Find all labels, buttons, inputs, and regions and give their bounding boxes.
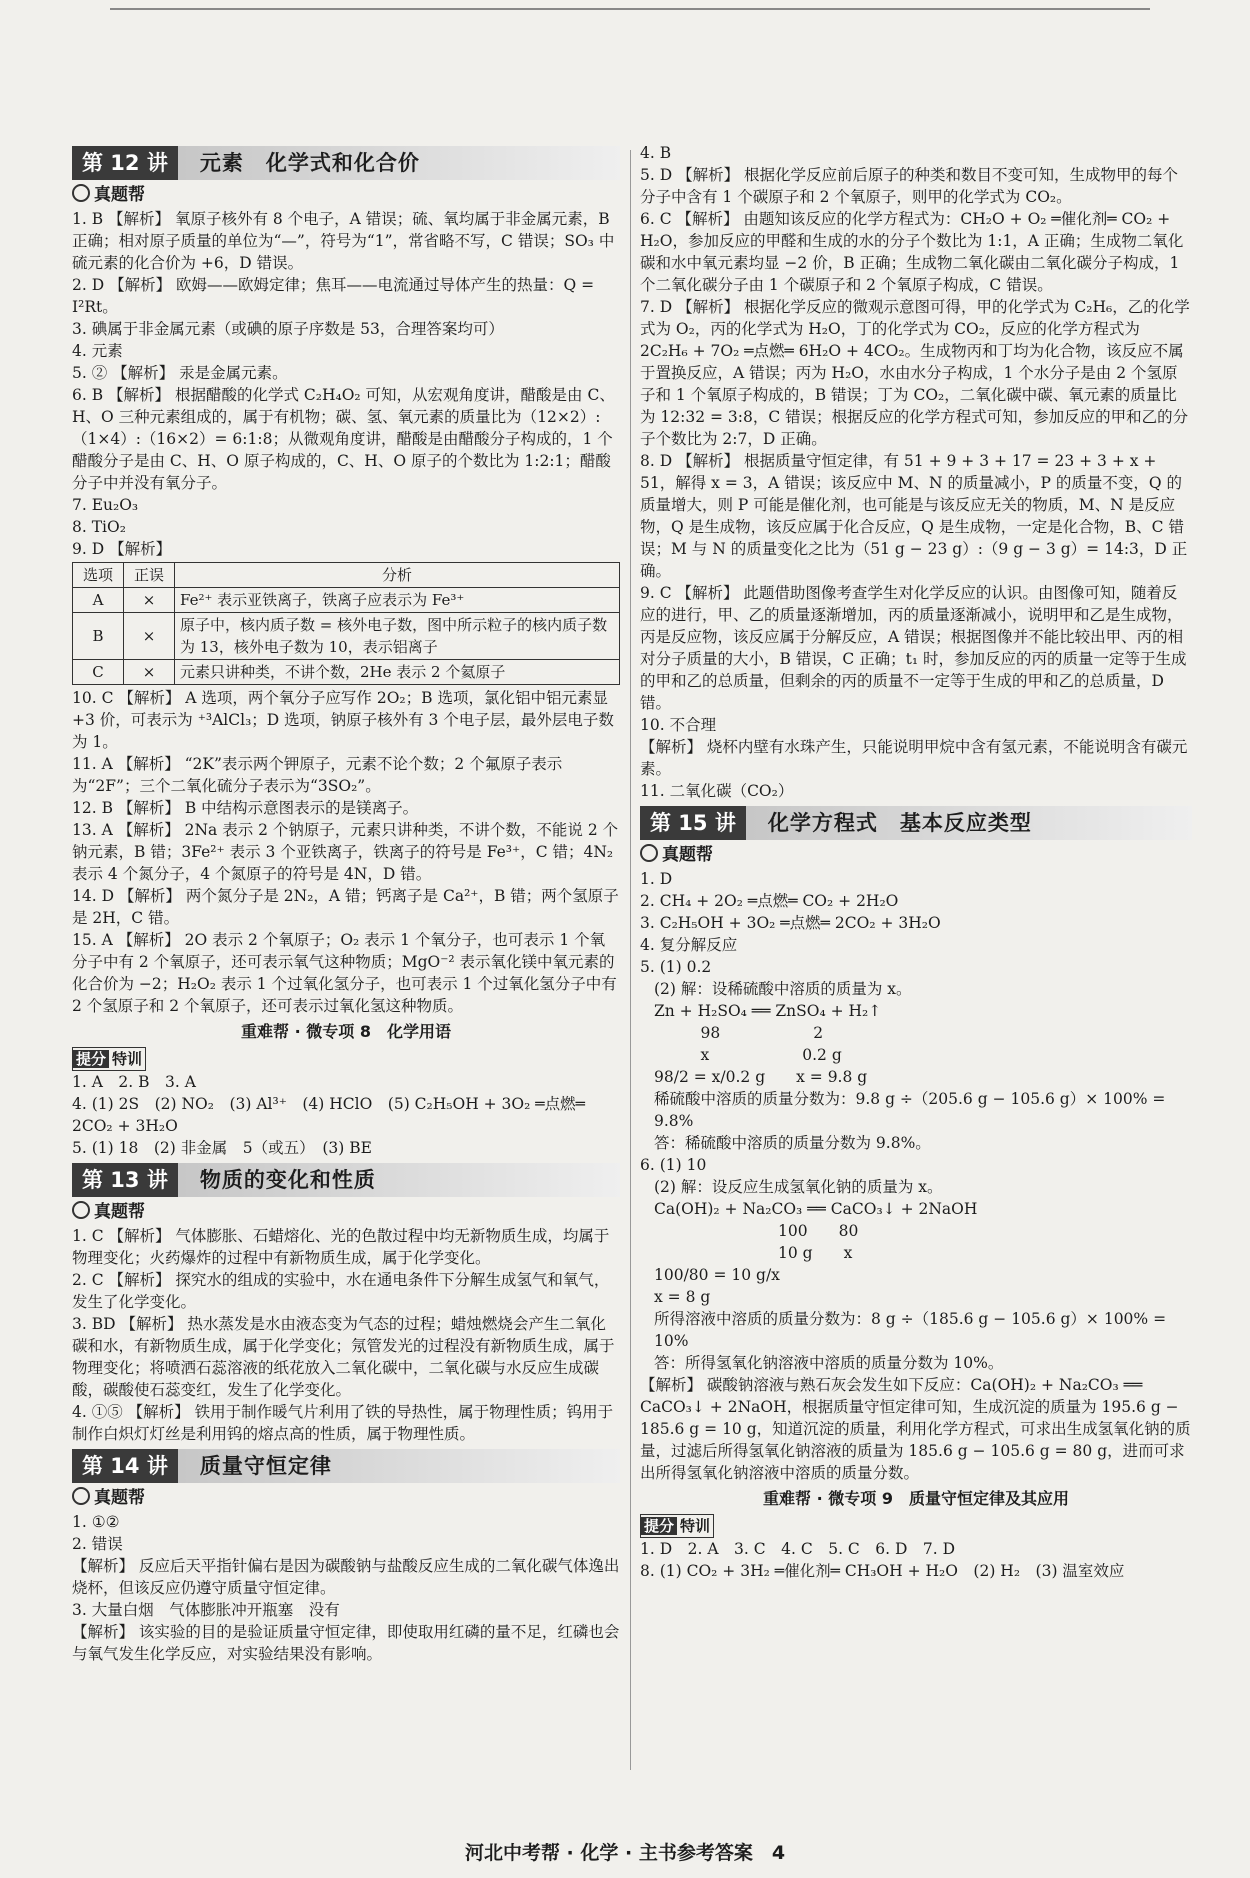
calc-line: 100/80 = 10 g/x xyxy=(654,1266,780,1284)
answer-item: 13. A 【解析】 2Na 表示 2 个钠原子，元素只讲种类，不讲个数，不能说 2 个钠元素，B 错；3Fe²⁺ 表示 3 个亚铁离子，铁离子的符号是 Fe³⁺，C 错；4N₂ 表示 4 个氮分子，4 个氮原子的符号是 4N，D 错。 xyxy=(72,821,619,883)
lesson-title: 质量守恒定律 xyxy=(199,1454,332,1478)
answer-item: 1. D 2. A 3. C 4. C 5. C 6. D 7. D xyxy=(640,1540,956,1558)
analysis-table xyxy=(72,562,620,685)
answer-item: 9. D 【解析】 xyxy=(72,540,172,558)
answer-item: 2. 错误 xyxy=(72,1535,123,1553)
zhentibang-heading xyxy=(72,1487,620,1509)
answer-item: 3. BD 【解析】 热水蒸发是水由液态变为气态的过程；蜡烛燃烧会产生二氧化碳和水，有新物质生成，属于化学变化；氖管发光的过程没有新物质生成，属于物理变化；将喷洒石蕊溶液的纸花放入二氧化碳中，二氧化碳与水反应生成碳酸，碳酸使石蕊变红，发生了化学变化。 xyxy=(72,1315,615,1399)
answer-item: 8. D 【解析】 根据质量守恒定律，有 51 + 9 + 3 + 17 = 23 + 3 + x + 51，解得 x = 3，A 错误；该反应中 M、N 的质量减小，P 的质量不变，Q 的质量增大，则 P 可能是催化剂，也可能是与该反应无关的物质，M、N 是反应物，Q 是生成物，该反应属于化合反应，Q 是生成物，一定是化合物，B、C 错误；M 与 N 的质量变化之比为（51 g − 23 g）:（9 g − 3 g）= 14:3，D 正确。 xyxy=(640,452,1188,580)
tifen-label: 提分 xyxy=(641,1517,677,1535)
table-cell: B xyxy=(73,613,124,660)
calc-line: (2) 解：设稀硫酸中溶质的质量为 x。 xyxy=(654,980,912,998)
zhentibang-heading xyxy=(640,844,1192,866)
micro-topic-8-heading: 重难帮 · 微专项 8 化学用语 xyxy=(241,1022,451,1041)
answer-item: 4. (1) 2S (2) NO₂ (3) Al³⁺ (4) HClO (5) C₂H₅OH + 3O₂ ═点燃═ 2CO₂ + 3H₂O xyxy=(72,1095,585,1135)
answer-item: 14. D 【解析】 两个氮分子是 2N₂，A 错；钙离子是 Ca²⁺，B 错；两个氢原子是 2H，C 错。 xyxy=(72,887,619,927)
answer-item: 8. (1) CO₂ + 3H₂ ═催化剂═ CH₃OH + H₂O (2) H₂ (3) 温室效应 xyxy=(640,1562,1125,1580)
table-cell: Fe²⁺ 表示亚铁离子，铁离子应表示为 Fe³⁺ xyxy=(175,588,620,613)
zhentibang-heading xyxy=(72,1201,620,1223)
page-footer: 河北中考帮 · 化学 · 主书参考答案 4 xyxy=(464,1842,786,1864)
table-header: 选项 xyxy=(73,563,124,588)
answer-item: 4. B xyxy=(640,144,672,162)
answer-item: 10. 不合理 xyxy=(640,716,717,734)
lightbulb-icon xyxy=(72,184,90,202)
lesson-number: 第 15 讲 xyxy=(640,806,746,840)
table-cell: 元素只讲种类，不讲个数，2He 表示 2 个氦原子 xyxy=(175,660,620,685)
answer-item: 11. 二氧化碳（CO₂） xyxy=(640,782,794,800)
calc-line: Zn + H₂SO₄ ══ ZnSO₄ + H₂↑ xyxy=(654,1002,882,1020)
answer-item: 6. B 【解析】 根据醋酸的化学式 C₂H₄O₂ 可知，从宏观角度讲，醋酸是由 C、H、O 三种元素组成的，属于有机物；碳、氢、氧元素的质量比为（12×2）:（1×4）:（16×2）= 6:1:8；从微观角度讲，醋酸是由醋酸分子构成的，1 个醋酸分子是由 C、H、O 原子构成的，C、H、O 原子的个数比为 1:2:1；醋酸分子中并没有氧分子。 xyxy=(72,386,615,492)
calc-line: 98 2 xyxy=(654,1024,824,1042)
answer-item: 3. 大量白烟 气体膨胀冲开瓶塞 没有 xyxy=(72,1601,340,1619)
table-header: 分析 xyxy=(175,563,620,588)
right-column xyxy=(640,142,1192,1582)
answer-item: 5. D 【解析】 根据化学反应前后原子的种类和数目不变可知，生成物甲的每个分子中含有 1 个碳原子和 2 个氧原子，则甲的化学式为 CO₂。 xyxy=(640,166,1178,206)
table-row xyxy=(73,588,620,613)
answer-item: 2. CH₄ + 2O₂ ═点燃═ CO₂ + 2H₂O xyxy=(640,892,899,910)
calc-line: Ca(OH)₂ + Na₂CO₃ ══ CaCO₃↓ + 2NaOH xyxy=(654,1200,978,1218)
table-row xyxy=(73,613,620,660)
answer-item: 5. (1) 18 (2) 非金属 5（或五） (3) BE xyxy=(72,1139,372,1157)
table-cell: × xyxy=(124,588,175,613)
lesson-title: 物质的变化和性质 xyxy=(199,1168,376,1192)
answer-item: 4. ①⑤ 【解析】 铁用于制作暖气片利用了铁的导热性，属于物理性质；钨用于制作白炽灯灯丝是利用钨的熔点高的性质，属于物理性质。 xyxy=(72,1403,614,1443)
left-column xyxy=(72,142,620,1665)
answer-item: 7. Eu₂O₃ xyxy=(72,496,139,514)
answer-item: 4. 元素 xyxy=(72,342,123,360)
lesson-number: 第 14 讲 xyxy=(72,1449,178,1483)
answer-item: 【解析】 该实验的目的是验证质量守恒定律，即使取用红磷的量不足，红磷也会与氧气发生化学反应，对实验结果没有影响。 xyxy=(72,1623,620,1663)
calc-line: 100 80 xyxy=(654,1222,859,1240)
answer-item: 11. A 【解析】 “2K”表示两个钾原子，元素不论个数；2 个氟原子表示为“2F”；三个二氧化硫分子表示为“3SO₂”。 xyxy=(72,755,563,795)
answer-item: 【解析】 烧杯内壁有水珠产生，只能说明甲烷中含有氢元素，不能说明含有碳元素。 xyxy=(640,738,1188,778)
answer-item: 3. 碘属于非金属元素（或碘的原子序数是 53，合理答案均可） xyxy=(72,320,504,338)
tifen-badge xyxy=(640,1514,1192,1538)
calc-line: 答：稀硫酸中溶质的质量分数为 9.8%。 xyxy=(654,1134,931,1152)
calc-line: 10 g x xyxy=(654,1244,853,1262)
micro-topic-9-heading: 重难帮 · 微专项 9 质量守恒定律及其应用 xyxy=(763,1489,1069,1508)
lesson-14-header xyxy=(72,1449,620,1483)
calc-line: 稀硫酸中溶质的质量分数为：9.8 g ÷（205.6 g − 105.6 g）× 100% = 9.8% xyxy=(654,1090,1166,1130)
answer-item: 1. A 2. B 3. A xyxy=(72,1073,196,1091)
answer-item: 2. D 【解析】 欧姆——欧姆定律；焦耳——电流通过导体产生的热量：Q = I²Rt。 xyxy=(72,276,595,316)
calc-line: 98/2 = x/0.2 g x = 9.8 g xyxy=(654,1068,868,1086)
lightbulb-icon xyxy=(72,1487,90,1505)
answer-item: 7. D 【解析】 根据化学反应的微观示意图可得，甲的化学式为 C₂H₆，乙的化学式为 O₂，丙的化学式为 H₂O，丁的化学式为 CO₂，反应的化学方程式为 2C₂H₆ + 7O₂ ═点燃═ 6H₂O + 4CO₂。生成物丙和丁均为化合物，该反应不属于置换反应，A 错误；丙为 H₂O，水由水分子构成，1 个水分子是由 2 个氢原子和 1 个氧原子构成的，B 错误；丁为 CO₂，二氧化碳中碳、氧元素的质量比为 12:32 = 3:8，C 错误；根据反应的化学方程式可知，参加反应的甲和乙的分子个数比为 2:7，D 正确。 xyxy=(640,298,1190,448)
table-header-row xyxy=(73,563,620,588)
answer-item: 15. A 【解析】 2O 表示 2 个氧原子；O₂ 表示 1 个氧分子，也可表示 1 个氧分子中有 2 个氧原子，还可表示氧气这种物质；MgO⁻² 表示氧化镁中氧元素的化合价为 −2；H₂O₂ 表示 1 个过氧化氢分子，也可表示 1 个过氧化氢分子中有 2 个氢原子和 2 个氧原子，还可表示过氧化氢这种物质。 xyxy=(72,931,617,1015)
top-rule xyxy=(110,8,1150,10)
zhentibang-label: 真题帮 xyxy=(662,845,713,865)
answer-item: 3. C₂H₅OH + 3O₂ ═点燃═ 2CO₂ + 3H₂O xyxy=(640,914,941,932)
calc-line: x 0.2 g xyxy=(654,1046,842,1064)
lesson-13-header xyxy=(72,1163,620,1197)
answer-item: 1. B 【解析】 氧原子核外有 8 个电子，A 错误；硫、氧均属于非金属元素，B 正确；相对原子质量的单位为“—”，符号为“1”，常省略不写，C 错误；SO₃ 中硫元素的化合价为 +6，D 错误。 xyxy=(72,210,615,272)
answer-item: 9. C 【解析】 此题借助图像考查学生对化学反应的认识。由图像可知，随着反应的进行，甲、乙的质量逐渐增加，丙的质量逐渐减小，说明甲和乙是生成物，丙是反应物，该反应属于分解反应，A 错误；根据图像并不能比较出甲、丙的相对分子质量的大小，B 错误，C 正确；t₁ 时，参加反应的丙的质量一定等于生成的甲和乙的总质量，但剩余的丙的质量不一定等于生成的甲和乙的总质量，D 错。 xyxy=(640,584,1187,712)
lightbulb-icon xyxy=(640,844,658,862)
answer-item: 【解析】 碳酸钠溶液与熟石灰会发生如下反应：Ca(OH)₂ + Na₂CO₃ ══ CaCO₃↓ + 2NaOH，根据质量守恒定律可知，生成沉淀的质量为 195.6 g − 185.6 g = 10 g，知道沉淀的质量，利用化学方程式，可求出生成氢氧化钠的质量，过滤后所得氢氧化钠溶液的质量为 185.6 g − 105.6 g = 80 g，进而可求出所得氢氧化钠溶液中溶质的质量分数。 xyxy=(640,1376,1191,1482)
texun-label: 特训 xyxy=(112,1050,143,1068)
answer-item: 5. (1) 0.2 xyxy=(640,958,712,976)
answer-item: 【解析】 反应后天平指针偏右是因为碳酸钠与盐酸反应生成的二氧化碳气体逸出烧杯，但该反应仍遵守质量守恒定律。 xyxy=(72,1557,620,1597)
zhentibang-label: 真题帮 xyxy=(94,1202,145,1222)
answer-item: 2. C 【解析】 探究水的组成的实验中，水在通电条件下分解生成氢气和氧气，发生了化学变化。 xyxy=(72,1271,610,1311)
lesson-number: 第 13 讲 xyxy=(72,1163,178,1197)
column-divider xyxy=(630,150,631,1770)
zhentibang-label: 真题帮 xyxy=(94,185,145,205)
answer-item: 8. TiO₂ xyxy=(72,518,126,536)
calc-line: (2) 解：设反应生成氢氧化钠的质量为 x。 xyxy=(654,1178,943,1196)
answer-item: 5. ② 【解析】 汞是金属元素。 xyxy=(72,364,288,382)
answer-item: 6. C 【解析】 由题知该反应的化学方程式为：CH₂O + O₂ ═催化剂═ CO₂ + H₂O，参加反应的甲醛和生成的水的分子个数比为 1:1，A 正确；生成物二氧化碳和水中氧元素均显 −2 价，B 正确；生成物二氧化碳由二氧化碳分子构成，1 个二氧化碳分子由 1 个碳原子和 2 个氧原子构成，C 错误。 xyxy=(640,210,1184,294)
table-cell: × xyxy=(124,613,175,660)
answer-item: 1. D xyxy=(640,870,673,888)
lesson-15-header xyxy=(640,806,1192,840)
table-cell: C xyxy=(73,660,124,685)
zhentibang-heading xyxy=(72,184,620,206)
lesson-title: 化学方程式 基本反应类型 xyxy=(767,811,1032,835)
table-cell: × xyxy=(124,660,175,685)
calc-line: 所得溶液中溶质的质量分数为：8 g ÷（185.6 g − 105.6 g）× 100% = 10% xyxy=(654,1310,1167,1350)
answer-item: 1. ①② xyxy=(72,1513,120,1531)
lesson-title: 元素 化学式和化合价 xyxy=(199,151,420,175)
answer-item: 1. C 【解析】 气体膨胀、石蜡熔化、光的色散过程中均无新物质生成，均属于物理变化；火药爆炸的过程中有新物质生成，属于化学变化。 xyxy=(72,1227,610,1267)
lesson-12-header xyxy=(72,146,620,180)
answer-item: 4. 复分解反应 xyxy=(640,936,738,954)
calc-line: 答：所得氢氧化钠溶液中溶质的质量分数为 10%。 xyxy=(654,1354,1004,1372)
table-row xyxy=(73,660,620,685)
table-cell: A xyxy=(73,588,124,613)
answer-item: 12. B 【解析】 B 中结构示意图表示的是镁离子。 xyxy=(72,799,419,817)
tifen-label: 提分 xyxy=(73,1050,109,1068)
lightbulb-icon xyxy=(72,1201,90,1219)
zhentibang-label: 真题帮 xyxy=(94,1488,145,1508)
table-header: 正误 xyxy=(124,563,175,588)
answer-item: 10. C 【解析】 A 选项，两个氧分子应写作 2O₂；B 选项，氯化铝中铝元素显 +3 价，可表示为 ⁺³AlCl₃；D 选项，钠原子核外有 3 个电子层，最外层电子数为 1。 xyxy=(72,689,614,751)
texun-label: 特训 xyxy=(680,1517,711,1535)
answer-item: 6. (1) 10 xyxy=(640,1156,707,1174)
calc-line: x = 8 g xyxy=(654,1288,711,1306)
table-cell: 原子中，核内质子数 = 核外电子数，图中所示粒子的核内质子数为 13，核外电子数为 10，表示铝离子 xyxy=(175,613,620,660)
tifen-badge xyxy=(72,1047,620,1071)
lesson-number: 第 12 讲 xyxy=(72,146,178,180)
